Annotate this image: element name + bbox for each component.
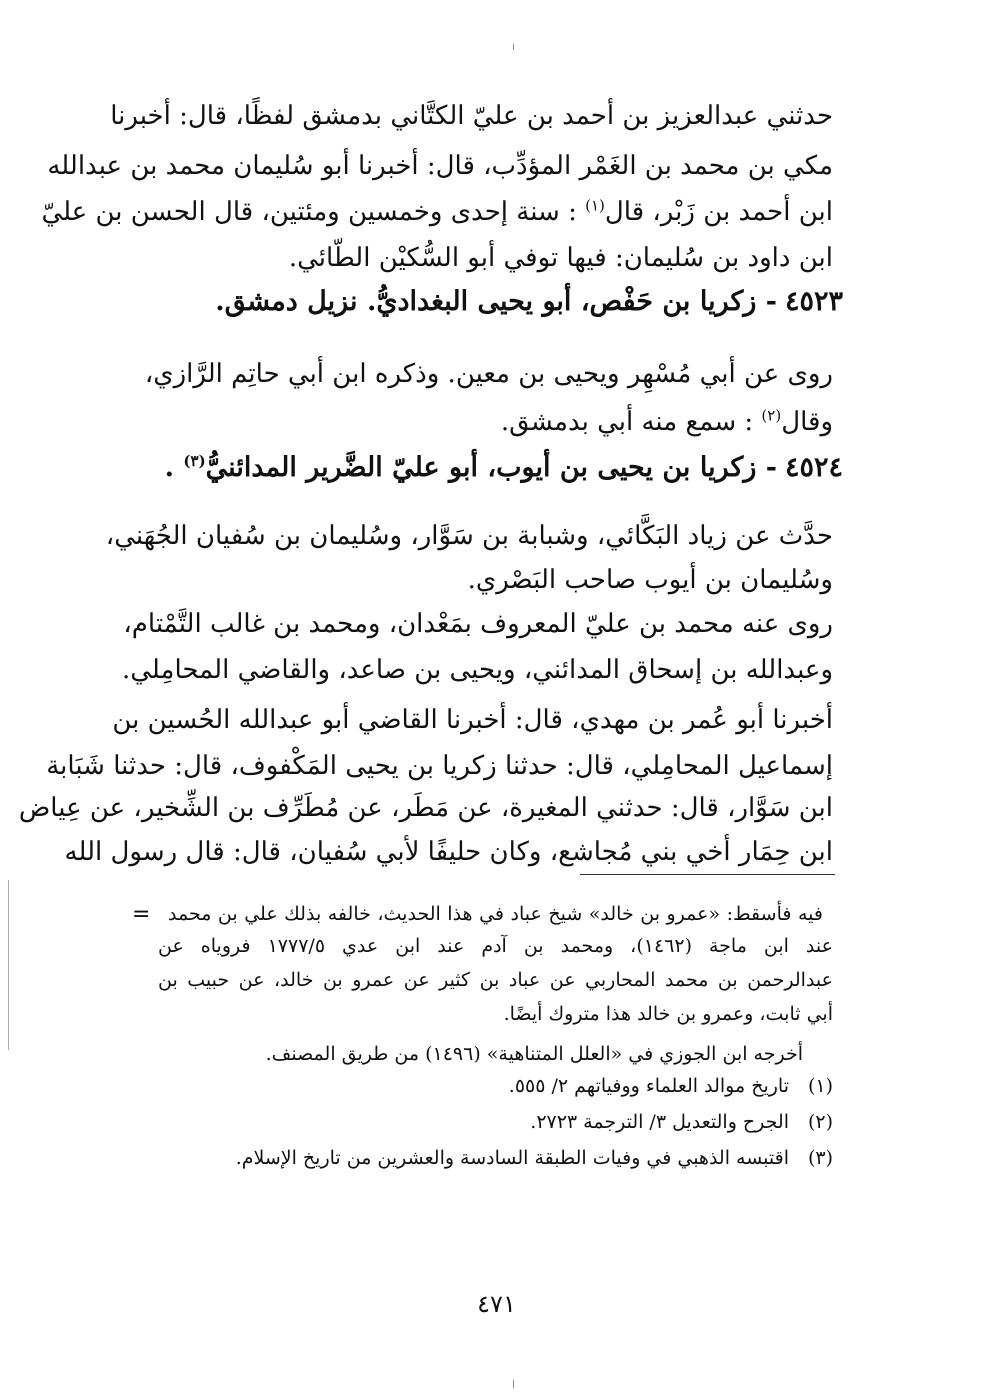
body-line: حدَّث عن زياد البَكَّائي، وشبابة بن سَوَّار، وسُليمان بن سُفيان الجُهَني، [105, 521, 833, 551]
body-line: إسماعيل المحامِلي، قال: حدثنا زكريا بن يحيى المَكْفوف، قال: حدثنا شَبَابة [46, 751, 833, 781]
page-number: ٤٧١ [477, 1290, 516, 1318]
body-text: : سمع منه أبي بدمشق. [500, 407, 754, 437]
body-text: : سنة إحدى وخمسين ومئتين، قال الحسن بن عليّ [41, 197, 577, 227]
entry-heading [165, 448, 843, 488]
footnote-line: عبدالرحمن بن محمد المحاربي عن عباد بن كثير عن عمرو بن خالد، عن حبيب بن [158, 969, 833, 991]
footnote-marker: (٣) [183, 452, 206, 470]
body-line: ابن سَوَّار، قال: حدثني المغيرة، عن مَطَر، عن مُطَرِّف بن الشِّخير، عن عِياض [18, 793, 833, 823]
body-line: ابن حِمَار أخي بني مُجاشع، وكان حليفًا لأبي سُفيان، قال: قال رسول الله [64, 837, 833, 867]
footnote-text: الجرح والتعديل ٣/ الترجمة ٢٧٢٣. [530, 1111, 789, 1133]
footnote-item [530, 1108, 833, 1136]
body-line: وسُليمان بن أيوب صاحب البَصْري. [467, 565, 833, 595]
footnote-line: فيه فأسقط: «عمرو بن خالد» شيخ عباد في هذا الحديث، خالفه بذلك علي بن محمد [168, 903, 823, 925]
footnote-text: اقتبسه الذهبي في وفيات الطبقة السادسة والعشرين من تاريخ الإسلام. [235, 1147, 789, 1169]
entry-heading [215, 282, 843, 322]
body-line: روى عن أبي مُسْهِر ويحيى بن معين. وذكره ابن أبي حاتِم الرَّازي، [144, 359, 833, 389]
footnote-marker: (١) [585, 196, 605, 215]
footnote-number: (١) [807, 1075, 833, 1097]
continuation-mark: = [132, 902, 151, 927]
body-line: وعبدالله بن إسحاق المدائني، ويحيى بن صاعد، والقاضي المحامِلي. [121, 655, 833, 685]
body-line [41, 194, 833, 230]
text-underline [580, 874, 835, 875]
body-line [501, 404, 833, 440]
scan-mark [513, 44, 514, 50]
footnote-line: أبي ثابت، وعمرو بن خالد هذا متروك أيضًا. [503, 1003, 833, 1025]
body-line: ابن داود بن سُليمان: فيها توفي أبو السُّكيْن الطّائي. [288, 243, 833, 273]
entry-title-end: . [164, 452, 174, 483]
body-line: حدثني عبدالعزيز بن أحمد بن عليّ الكتَّاني بدمشق لفظًا، قال: أخبرنا [110, 101, 833, 131]
body-line: روى عنه محمد بن عليّ المعروف بمَعْدان، ومحمد بن غالب التَّمْتام، [123, 609, 833, 639]
entry-number: ٤٥٢٣ [784, 286, 843, 317]
body-text: وقال [781, 407, 833, 437]
footnote-item [236, 1144, 833, 1172]
footnote-text: تاريخ موالد العلماء ووفياتهم ٢/ ٥٥٥. [508, 1075, 789, 1097]
entry-number: ٤٥٢٤ [784, 452, 843, 483]
entry-title: - زكريا بن حَفْص، أبو يحيى البغداديُّ. نزيل دمشق. [215, 286, 777, 317]
footnote-marker: (٢) [761, 406, 782, 425]
entry-title: - زكريا بن يحيى بن أيوب، أبو عليّ الضَّرير المدائنيُّ [205, 452, 777, 483]
body-line: أخبرنا أبو عُمر بن مهدي، قال: أخبرنا القاضي أبو عبدالله الحُسين بن [112, 705, 833, 735]
body-line: مكي بن محمد بن الغَمْر المؤدِّب، قال: أخبرنا أبو سُليمان محمد بن عبدالله [47, 151, 833, 181]
footnote-line: عند ابن ماجة (١٤٦٢)، ومحمد بن آدم عند ابن عدي ١٧٧٧/٥ فروياه عن [158, 935, 833, 957]
footnote-line: أخرجه ابن الجوزي في «العلل المتناهية» (١٤٩٦) من طريق المصنف. [265, 1043, 803, 1065]
footnote-number: (٢) [807, 1111, 833, 1133]
footnote-number: (٣) [807, 1147, 833, 1169]
scan-mark [8, 880, 9, 1050]
scan-mark [513, 1380, 514, 1388]
footnote-item [509, 1072, 833, 1100]
body-text: ابن أحمد بن زَبْر، قال [604, 197, 833, 227]
